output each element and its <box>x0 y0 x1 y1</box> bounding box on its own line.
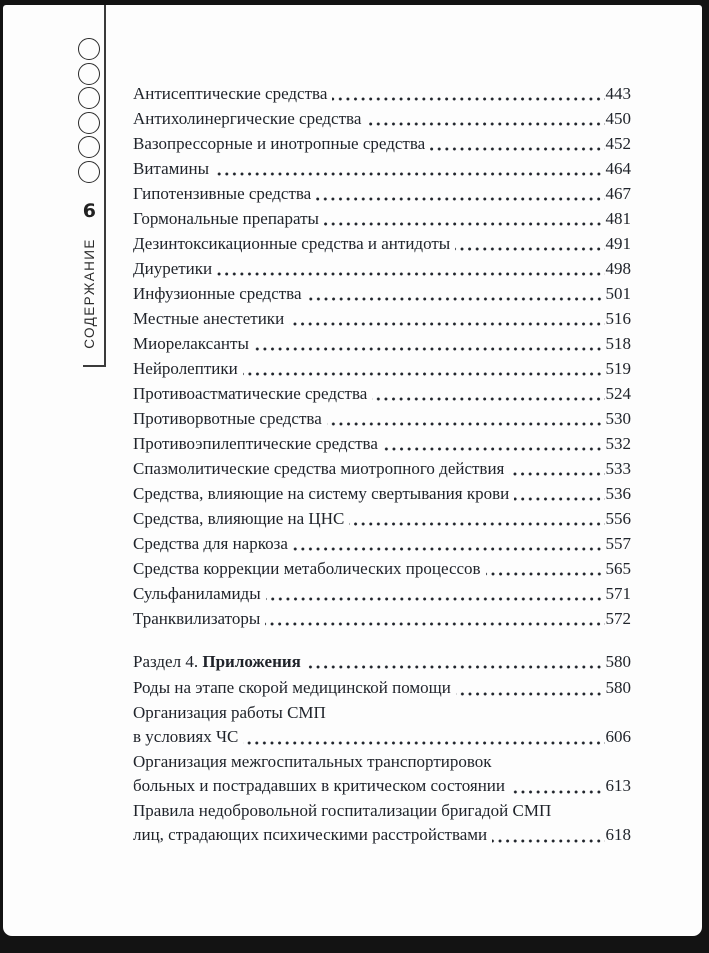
toc-entry <box>133 481 631 506</box>
toc-entry <box>133 556 631 581</box>
toc-entry <box>133 456 631 481</box>
toc-entry <box>133 431 631 456</box>
dot-leader <box>306 665 605 669</box>
toc-entry-page: 481 <box>605 209 631 228</box>
toc-entry-title: Миорелаксанты <box>133 334 249 353</box>
toc-section-title <box>133 649 301 674</box>
toc-entry-page: 530 <box>605 409 631 428</box>
toc-entry-title: Вазопрессорные и инотропные средства <box>133 134 426 153</box>
toc-entry-page: 565 <box>605 559 631 578</box>
toc-entry-multiline <box>133 701 631 750</box>
toc-entry-title: Противоэпилептические средства <box>133 434 378 453</box>
toc-entry <box>133 181 631 206</box>
margin-circle-icon <box>78 38 100 60</box>
toc-entry-title: Сульфаниламиды <box>133 584 261 603</box>
toc-entry-line2 <box>133 774 631 799</box>
toc-entry-page: 450 <box>605 109 631 128</box>
dot-leader <box>486 572 605 576</box>
dot-leader <box>332 97 604 101</box>
toc-entry-page: 532 <box>605 434 631 453</box>
toc-entry-page: 491 <box>605 234 631 253</box>
toc-entry <box>133 231 631 256</box>
dot-leader <box>456 692 605 696</box>
dot-leader <box>293 547 605 551</box>
book-page <box>3 5 702 936</box>
toc-entry <box>133 306 631 331</box>
toc-entry-title-line1: Правила недобровольной госпитализации бригадой СМП <box>133 800 552 820</box>
toc-entry-page: 464 <box>605 159 631 178</box>
toc-entry-page: 557 <box>605 534 631 553</box>
toc-entry-page: 613 <box>605 776 631 795</box>
dot-leader <box>372 397 604 401</box>
dot-leader <box>455 247 604 251</box>
dot-leader <box>316 197 604 201</box>
toc-entry-page: 536 <box>605 484 631 503</box>
dot-leader <box>243 741 604 745</box>
toc-entry-page: 443 <box>605 84 631 103</box>
toc-entry-title: Антихолинергические средства <box>133 109 362 128</box>
toc-entry <box>133 256 631 281</box>
toc-entry-page: 571 <box>605 584 631 603</box>
dot-leader <box>243 372 605 376</box>
toc-entry-title: Антисептические средства <box>133 84 328 103</box>
toc-entry-title: Транквилизаторы <box>133 609 261 628</box>
toc-entry-title-line2: лиц, страдающих психическими расстройствами <box>133 825 488 844</box>
margin-circle-icon <box>78 136 100 158</box>
margin-circle-icon <box>78 87 100 109</box>
toc-entry <box>133 506 631 531</box>
toc-entry-title: Средства коррекции метаболических процессов <box>133 559 481 578</box>
dot-leader <box>492 839 604 843</box>
toc-entry-title: Инфузионные средства <box>133 284 302 303</box>
toc-entry-title-line2: в условиях ЧС <box>133 727 239 746</box>
toc-entry-title: Нейролептики <box>133 359 238 378</box>
dot-leader <box>217 272 604 276</box>
toc-entry-page: 618 <box>605 825 631 844</box>
toc-entry <box>133 156 631 181</box>
dot-leader <box>265 622 604 626</box>
toc-entry-title: Средства, влияющие на ЦНС <box>133 509 345 528</box>
toc-entry-multiline <box>133 799 631 848</box>
toc-entry-page: 518 <box>605 334 631 353</box>
dot-leader <box>289 322 604 326</box>
dot-leader <box>349 522 604 526</box>
toc-entry-title: Противорвотные средства <box>133 409 322 428</box>
toc-entry-title: Роды на этапе скорой медицинской помощи <box>133 678 451 697</box>
toc-entry <box>133 581 631 606</box>
toc-entry <box>133 81 631 106</box>
dot-leader <box>327 422 605 426</box>
section-prefix: Раздел 4. <box>133 652 203 671</box>
dot-leader <box>383 447 605 451</box>
toc-entry <box>133 381 631 406</box>
margin-circle-icon <box>78 63 100 85</box>
toc-entry-page: 501 <box>605 284 631 303</box>
dot-leader <box>366 122 604 126</box>
appendix-entries <box>133 676 631 848</box>
dot-leader <box>430 147 604 151</box>
margin-rule-tick <box>83 365 106 367</box>
margin-rule <box>104 5 106 367</box>
toc-entry-page: 498 <box>605 259 631 278</box>
toc-entry-multiline <box>133 750 631 799</box>
toc-entry-page: 580 <box>605 678 631 697</box>
toc-entry-title: Спазмолитические средства миотропного действия <box>133 459 505 478</box>
margin-circle-icon <box>78 112 100 134</box>
toc-entry <box>133 331 631 356</box>
toc-entry-page: 516 <box>605 309 631 328</box>
toc-entry-page: 467 <box>605 184 631 203</box>
dot-leader <box>510 790 605 794</box>
toc-entry-page: 580 <box>605 652 631 671</box>
contents-margin-label: СОДЕРЖАНИЕ <box>82 238 97 349</box>
toc-entry-title-line2: больных и пострадавших в критическом состоянии <box>133 776 505 795</box>
toc-entry <box>133 106 631 131</box>
section-name: Приложения <box>202 652 301 671</box>
toc-entry <box>133 531 631 556</box>
toc-entry-title: Дезинтоксикационные средства и антидоты <box>133 234 451 253</box>
page-number: 6 <box>82 200 96 222</box>
toc-entry-title: Гормональные препараты <box>133 209 319 228</box>
toc-entry-page: 606 <box>605 727 631 746</box>
toc-section-heading <box>133 649 631 674</box>
toc-entry-title-line1: Организация межгоспитальных транспортировок <box>133 751 492 771</box>
toc-entry-line2 <box>133 725 631 750</box>
toc-entry <box>133 281 631 306</box>
toc-entry-page: 533 <box>605 459 631 478</box>
toc-entry-title: Гипотензивные средства <box>133 184 312 203</box>
toc-entry <box>133 676 631 701</box>
toc-entry-line2 <box>133 823 631 848</box>
toc-entry <box>133 606 631 631</box>
dot-leader <box>254 347 605 351</box>
toc-entry-title: Средства, влияющие на систему свертывания крови <box>133 484 510 503</box>
toc-entry-title: Витамины <box>133 159 209 178</box>
dot-leader <box>514 497 604 501</box>
toc-entry-title-line1: Организация работы СМП <box>133 702 326 722</box>
dot-leader <box>214 172 605 176</box>
dot-leader <box>324 222 605 226</box>
toc-entry-page: 519 <box>605 359 631 378</box>
toc-entry <box>133 206 631 231</box>
dot-leader <box>509 472 604 476</box>
toc-entry <box>133 406 631 431</box>
margin-circles <box>78 38 100 186</box>
toc-entry-title: Средства для наркоза <box>133 534 288 553</box>
toc-entry <box>133 131 631 156</box>
dot-leader <box>266 597 605 601</box>
toc-entry-page: 524 <box>605 384 631 403</box>
dot-leader <box>307 297 605 301</box>
toc-entry-title: Диуретики <box>133 259 213 278</box>
toc-entry-title: Местные анестетики <box>133 309 285 328</box>
toc-entry-page: 572 <box>605 609 631 628</box>
toc-entry-page: 556 <box>605 509 631 528</box>
toc-entry <box>133 356 631 381</box>
margin-circle-icon <box>78 161 100 183</box>
toc-entry-title: Противоастматические средства <box>133 384 368 403</box>
table-of-contents <box>133 81 631 848</box>
toc-entry-page: 452 <box>605 134 631 153</box>
